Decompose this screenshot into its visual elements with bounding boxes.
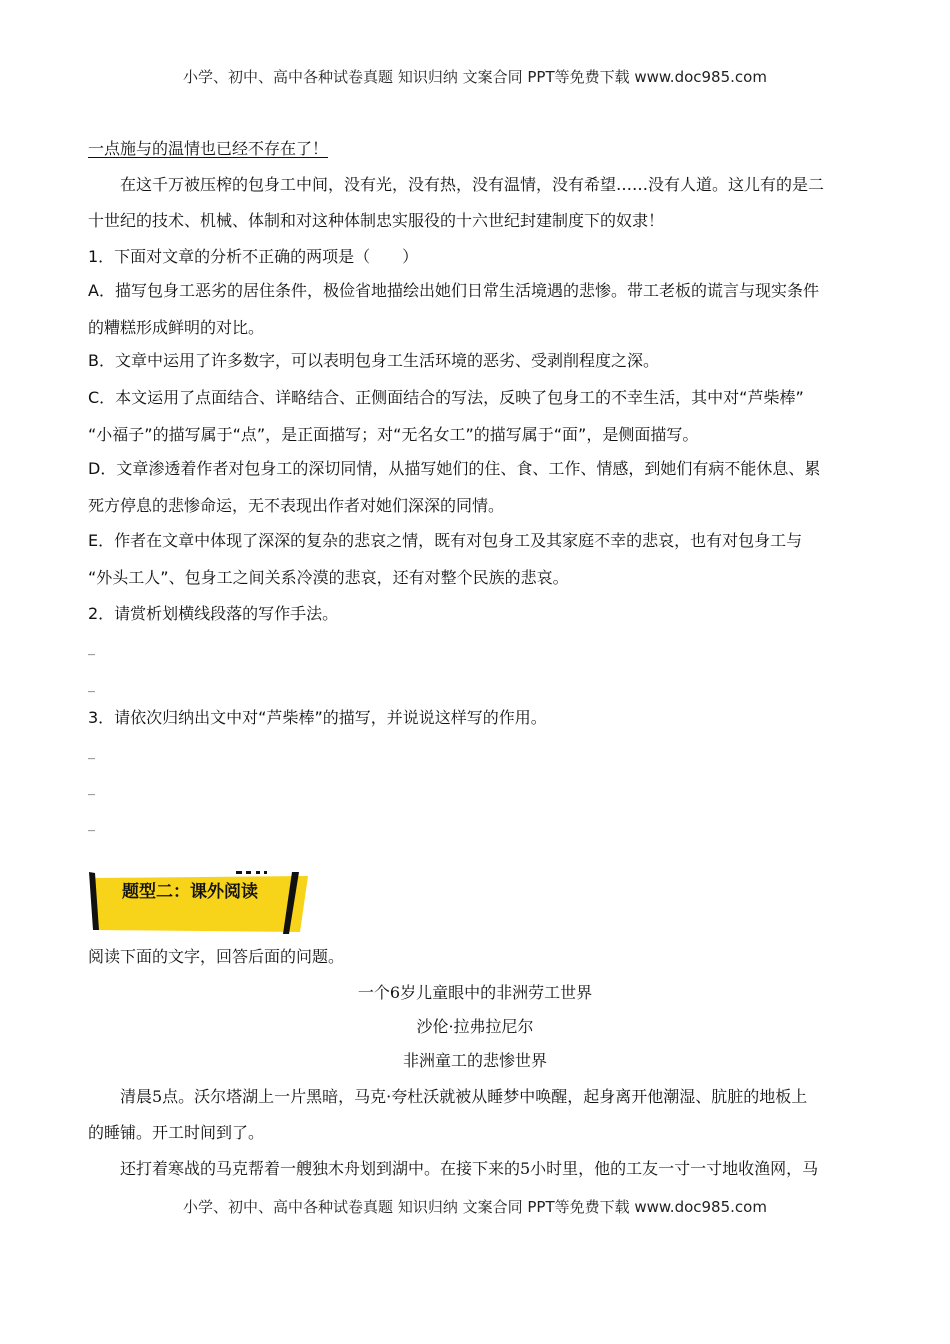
answer-blank: _ (88, 677, 95, 693)
article-title: 一个6岁儿童眼中的非洲劳工世界 (357, 983, 593, 1002)
answer-blank: _ (88, 816, 95, 832)
question-2: 2．请赏析划横线段落的写作手法。 (88, 604, 339, 623)
article-paragraph-2-line-1: 还打着寒战的马克帮着一艘独木舟划到湖中。在接下来的5小时里，他的工友一寸一寸地收渔网，马 (120, 1159, 819, 1178)
passage-paragraph-line-1: 在这千万被压榨的包身工中间，没有光，没有热，没有温情，没有希望……没有人道。这儿有的是二 (120, 175, 825, 194)
option-a-line-2: 的糟糕形成鲜明的对比。 (88, 318, 265, 337)
page-header: 小学、初中、高中各种试卷真题 知识归纳 文案合同 PPT等免费下载 www.doc985.com (183, 68, 767, 86)
question-3: 3．请依次归纳出文中对“芦柴棒”的描写，并说说这样写的作用。 (88, 708, 547, 727)
option-a-line-1: A．描写包身工恶劣的居住条件，极俭省地描绘出她们日常生活境遇的悲惨。带工老板的谎言与现实条件 (88, 281, 819, 300)
option-d-line-2: 死方停息的悲惨命运，无不表现出作者对她们深深的同情。 (88, 496, 505, 515)
article-author: 沙伦·拉弗拉尼尔 (416, 1017, 534, 1036)
page-footer: 小学、初中、高中各种试卷真题 知识归纳 文案合同 PPT等免费下载 www.doc985.com (183, 1198, 767, 1216)
banner-dash (236, 871, 242, 874)
option-d-line-1: D．文章渗透着作者对包身工的深切同情，从描写她们的住、食、工作、情感，到她们有病不能休息、累 (88, 459, 821, 478)
article-subtitle: 非洲童工的悲惨世界 (402, 1051, 547, 1070)
option-e-line-1: E．作者在文章中体现了深深的复杂的悲哀之情，既有对包身工及其家庭不幸的悲哀，也有对包身工与 (88, 531, 803, 550)
option-e-line-2: “外头工人”、包身工之间关系冷漠的悲哀，还有对整个民族的悲哀。 (88, 568, 569, 587)
banner-dash (246, 871, 251, 874)
section-banner-label: 题型二：课外阅读 (122, 882, 258, 902)
underlined-passage-tail: 一点施与的温情也已经不存在了！ (88, 139, 329, 158)
answer-blank: _ (88, 744, 95, 760)
option-c-line-1: C．本文运用了点面结合、详略结合、正侧面结合的写法，反映了包身工的不幸生活，其中对“芦柴棒” (88, 388, 804, 407)
question-1: 1．下面对文章的分析不正确的两项是（ ） (88, 247, 419, 266)
answer-blank: _ (88, 640, 95, 656)
article-paragraph-1-line-2: 的睡铺。开工时间到了。 (88, 1123, 265, 1142)
reading-instruction: 阅读下面的文字，回答后面的问题。 (88, 947, 345, 966)
option-c-line-2: “小福子”的描写属于“点”，是正面描写；对“无名女工”的描写属于“面”，是侧面描写。 (88, 425, 699, 444)
passage-paragraph-line-2: 十世纪的技术、机械、体制和对这种体制忠实服役的十六世纪封建制度下的奴隶！ (88, 211, 665, 230)
option-b: B．文章中运用了许多数字，可以表明包身工生活环境的恶劣、受剥削程度之深。 (88, 351, 659, 370)
answer-blank: _ (88, 780, 95, 796)
article-paragraph-1-line-1: 清晨5点。沃尔塔湖上一片黑暗，马克·夸杜沃就被从睡梦中唤醒，起身离开他潮湿、肮脏的地板上 (120, 1087, 808, 1106)
banner-dash (256, 871, 260, 874)
banner-dash (264, 871, 267, 874)
